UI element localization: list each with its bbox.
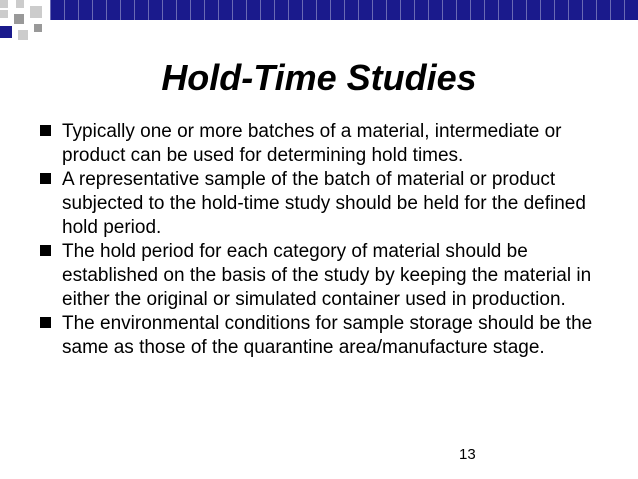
square-bullet-icon [40,173,51,184]
bullet-text: A representative sample of the batch of material or product subjected to the hold-time study should be held for the defined hold period. [62,169,586,238]
deco-square [0,10,8,18]
bullet-item [36,168,626,240]
square-bullet-icon [40,125,51,136]
deco-square [34,24,42,32]
slide-title: Hold-Time Studies [161,57,477,98]
square-bullet-icon [40,317,51,328]
bullet-item [36,120,626,168]
square-bullet-icon [40,245,51,256]
header-decoration [0,0,638,48]
deco-square [0,0,8,8]
bullet-item [36,240,626,312]
bullet-text: Typically one or more batches of a material, intermediate or product can be used for determining hold times. [62,121,562,166]
header-band [50,0,638,20]
bullet-text: The hold period for each category of material should be established on the basis of the study by keeping the material in either the original or simulated container used in production. [62,241,592,310]
deco-square [30,6,42,18]
slide-number: 13 [459,446,476,463]
bullet-item [36,312,626,360]
bullet-list [36,120,626,360]
deco-square [0,26,12,38]
bullet-text: The environmental conditions for sample storage should be the same as those of the quarantine area/manufacture stage. [62,313,593,358]
deco-square [14,14,24,24]
deco-square [16,0,24,8]
deco-square [18,30,28,40]
